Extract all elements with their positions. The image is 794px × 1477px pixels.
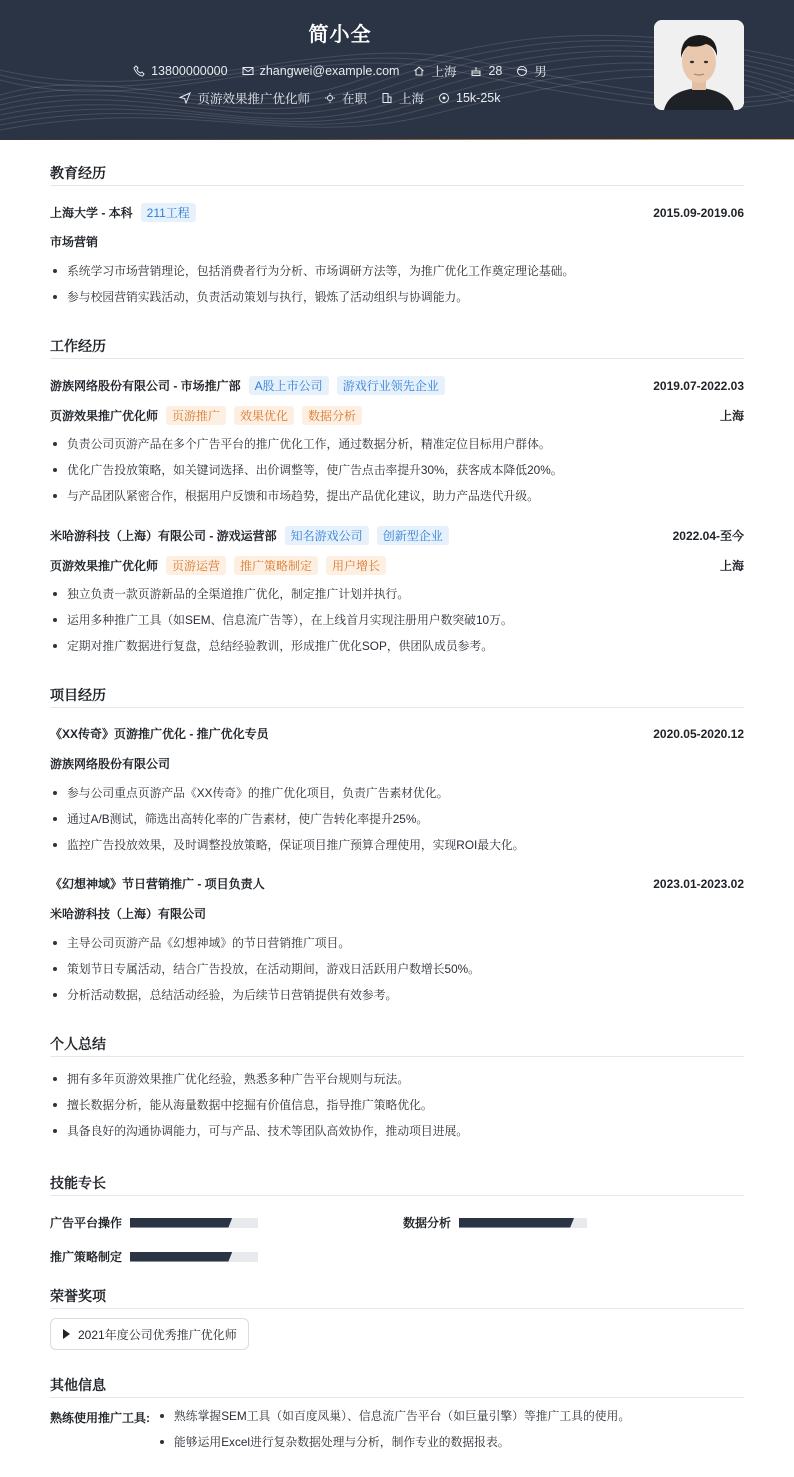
gender-item — [516, 62, 547, 80]
contact-row — [0, 62, 680, 80]
job-role-row — [50, 406, 744, 425]
gender-text: 男 — [534, 65, 547, 79]
awards-section — [50, 1286, 744, 1342]
education-header-row — [50, 203, 744, 222]
project-date: 2023.01-2023.02 — [653, 876, 744, 891]
position-item — [179, 89, 310, 107]
email-item — [242, 64, 400, 78]
candidate-name: 简小全 — [308, 24, 372, 46]
project-date: 2020.05-2020.12 — [653, 726, 744, 741]
salary-icon — [438, 92, 450, 104]
phone-text: 13800000000 — [151, 64, 228, 78]
job-date: 2022.04-至今 — [672, 529, 744, 543]
cake-icon — [470, 65, 482, 77]
list-item: 主导公司页游产品《幻想神域》的节日营销推广项目。 — [50, 933, 744, 959]
job-bullets — [50, 584, 744, 662]
list-item: 熟练掌握SEM工具（如百度凤巢）、信息流广告平台（如巨量引擎）等推广工具的使用。 — [157, 1406, 630, 1432]
company-tag: 创新型企业 — [377, 526, 449, 545]
role-tag: 页游运营 — [166, 556, 226, 575]
skill-name: 推广策略制定 — [50, 1250, 123, 1264]
job-header-row — [50, 376, 744, 395]
skill-name: 数据分析 — [403, 1216, 452, 1230]
role-tag: 推广策略制定 — [234, 556, 318, 575]
skill-bar-fill — [459, 1218, 574, 1228]
role-tag: 效果优化 — [234, 406, 294, 425]
job-role-row — [50, 556, 744, 575]
salary-item — [438, 91, 500, 105]
salary-text: 15k-25k — [456, 91, 501, 105]
project-company-row — [50, 755, 744, 772]
section-title: 教育经历 — [50, 163, 744, 186]
project-bullets — [50, 933, 744, 1011]
skill-item — [50, 1248, 258, 1265]
project-bullets — [50, 783, 744, 861]
send-icon — [179, 92, 191, 104]
phone-icon — [133, 65, 145, 77]
summary-bullets — [50, 1069, 744, 1147]
list-item: 参与公司重点页游产品《XX传奇》的推广优化项目，负责广告素材优化。 — [50, 783, 744, 809]
other-bullets — [157, 1406, 630, 1458]
list-item: 系统学习市场营销理论，包括消费者行为分析、市场调研方法等，为推广优化工作奠定理论基础。 — [50, 261, 744, 287]
job-date: 2019.07-2022.03 — [653, 378, 744, 393]
projects-section — [50, 685, 744, 1002]
list-item: 与产品团队紧密合作，根据用户反馈和市场趋势，提出产品优化建议，助力产品迭代升级。 — [50, 486, 744, 512]
building-icon — [381, 92, 393, 104]
skill-bar-fill — [130, 1218, 232, 1228]
work-city-text: 上海 — [399, 92, 425, 106]
project-header-row — [50, 875, 744, 892]
project-company-row — [50, 905, 744, 922]
list-item: 拥有多年页游效果推广优化经验，熟悉多种广告平台规则与玩法。 — [50, 1069, 744, 1095]
status-item — [324, 89, 367, 107]
work-section — [50, 336, 744, 653]
section-title: 项目经历 — [50, 685, 744, 708]
status-text: 在职 — [342, 92, 368, 106]
city-text: 上海 — [431, 65, 457, 79]
role-tag: 数据分析 — [302, 406, 362, 425]
skill-bar — [459, 1218, 587, 1228]
company-tag: 游戏行业领先企业 — [337, 376, 445, 395]
list-item: 参与校园营销实践活动，负责活动策划与执行，锻炼了活动组织与协调能力。 — [50, 287, 744, 313]
work-city-item — [381, 89, 424, 107]
email-text: zhangwei@example.com — [259, 64, 400, 78]
role-tag: 用户增长 — [326, 556, 386, 575]
list-item: 能够运用Excel进行复杂数据处理与分析，制作专业的数据报表。 — [157, 1432, 630, 1458]
job-location: 上海 — [719, 409, 744, 423]
position-text: 页游效果推广优化师 — [197, 92, 310, 106]
job-location: 上海 — [719, 559, 744, 573]
avatar — [654, 20, 744, 110]
project-name: 《幻想神域》节日营销推广 - 项目负责人 — [50, 877, 265, 891]
skills-section — [50, 1173, 744, 1264]
company-tag: A股上市公司 — [249, 376, 329, 395]
summary-section — [50, 1034, 744, 1138]
list-item: 分析活动数据，总结活动经验，为后续节日营销提供有效参考。 — [50, 985, 744, 1011]
mail-icon — [242, 65, 254, 77]
list-item: 独立负责一款页游新品的全渠道推广优化，制定推广计划并执行。 — [50, 584, 744, 610]
role-tag: 页游推广 — [166, 406, 226, 425]
section-title: 荣誉奖项 — [50, 1286, 744, 1309]
section-title: 其他信息 — [50, 1375, 744, 1398]
skill-bar — [130, 1252, 258, 1262]
other-section — [50, 1375, 744, 1449]
major-name: 市场营销 — [50, 235, 99, 249]
project-name: 《XX传奇》页游推广优化 - 推广优化专员 — [50, 727, 269, 741]
section-title: 技能专长 — [50, 1173, 744, 1196]
education-bullets — [50, 261, 744, 313]
avatar-photo — [654, 20, 744, 110]
list-item: 擅长数据分析，能从海量数据中挖掘有价值信息，指导推广策略优化。 — [50, 1095, 744, 1121]
company-tag: 知名游戏公司 — [285, 526, 369, 545]
gender-icon — [516, 65, 528, 77]
list-item: 负责公司页游产品在多个广告平台的推广优化工作，通过数据分析，精准定位目标用户群体。 — [50, 434, 744, 460]
skill-bar — [130, 1218, 258, 1228]
list-item: 优化广告投放策略，如关键词选择、出价调整等，使广告点击率提升30%，获客成本降低20%。 — [50, 460, 744, 486]
project-header-row — [50, 725, 744, 742]
city-item — [413, 62, 456, 80]
company-name: 游族网络股份有限公司 - 市场推广部 — [50, 379, 241, 393]
job-intent-row — [0, 89, 680, 107]
list-item: 策划节日专属活动，结合广告投放，在活动期间，游戏日活跃用户数增长50%。 — [50, 959, 744, 985]
home-icon — [413, 65, 425, 77]
header-accent-line — [0, 139, 794, 140]
other-label: 熟练使用推广工具: — [50, 1411, 150, 1425]
education-section — [50, 163, 744, 304]
age-text: 28 — [488, 64, 503, 78]
job-bullets — [50, 434, 744, 512]
phone-item — [133, 64, 227, 78]
list-item: 运用多种推广工具（如SEM、信息流广告等），在上线首月实现注册用户数突破10万。 — [50, 610, 744, 636]
school-name: 上海大学 - 本科 — [50, 206, 133, 220]
award-text: 2021年度公司优秀推广优化师 — [78, 1327, 237, 1342]
company-name: 米哈游科技（上海）有限公司 - 游戏运营部 — [50, 529, 277, 543]
award-item — [50, 1318, 249, 1350]
project-company: 米哈游科技（上海）有限公司 — [50, 907, 207, 921]
school-tag: 211工程 — [141, 203, 196, 222]
status-icon — [324, 92, 336, 104]
skill-item — [50, 1214, 258, 1231]
education-date: 2015.09-2019.06 — [653, 205, 744, 220]
age-item — [470, 64, 502, 78]
job-role: 页游效果推广优化师 — [50, 409, 159, 423]
skill-bar-fill — [130, 1252, 232, 1262]
list-item: 具备良好的沟通协调能力，可与产品、技术等团队高效协作，推动项目进展。 — [50, 1121, 744, 1147]
list-item: 监控广告投放效果，及时调整投放策略，保证项目推广预算合理使用，实现ROI最大化。 — [50, 835, 744, 861]
section-title: 个人总结 — [50, 1034, 744, 1057]
play-icon — [63, 1329, 70, 1339]
list-item: 定期对推广数据进行复盘，总结经验教训，形成推广优化SOP，供团队成员参考。 — [50, 636, 744, 662]
section-title: 工作经历 — [50, 336, 744, 359]
job-header-row — [50, 526, 744, 545]
project-company: 游族网络股份有限公司 — [50, 757, 171, 771]
skill-item — [403, 1214, 587, 1231]
job-role: 页游效果推广优化师 — [50, 559, 159, 573]
list-item: 通过A/B测试，筛选出高转化率的广告素材，使广告转化率提升25%。 — [50, 809, 744, 835]
skill-name: 广告平台操作 — [50, 1216, 123, 1230]
major-row — [50, 233, 744, 250]
